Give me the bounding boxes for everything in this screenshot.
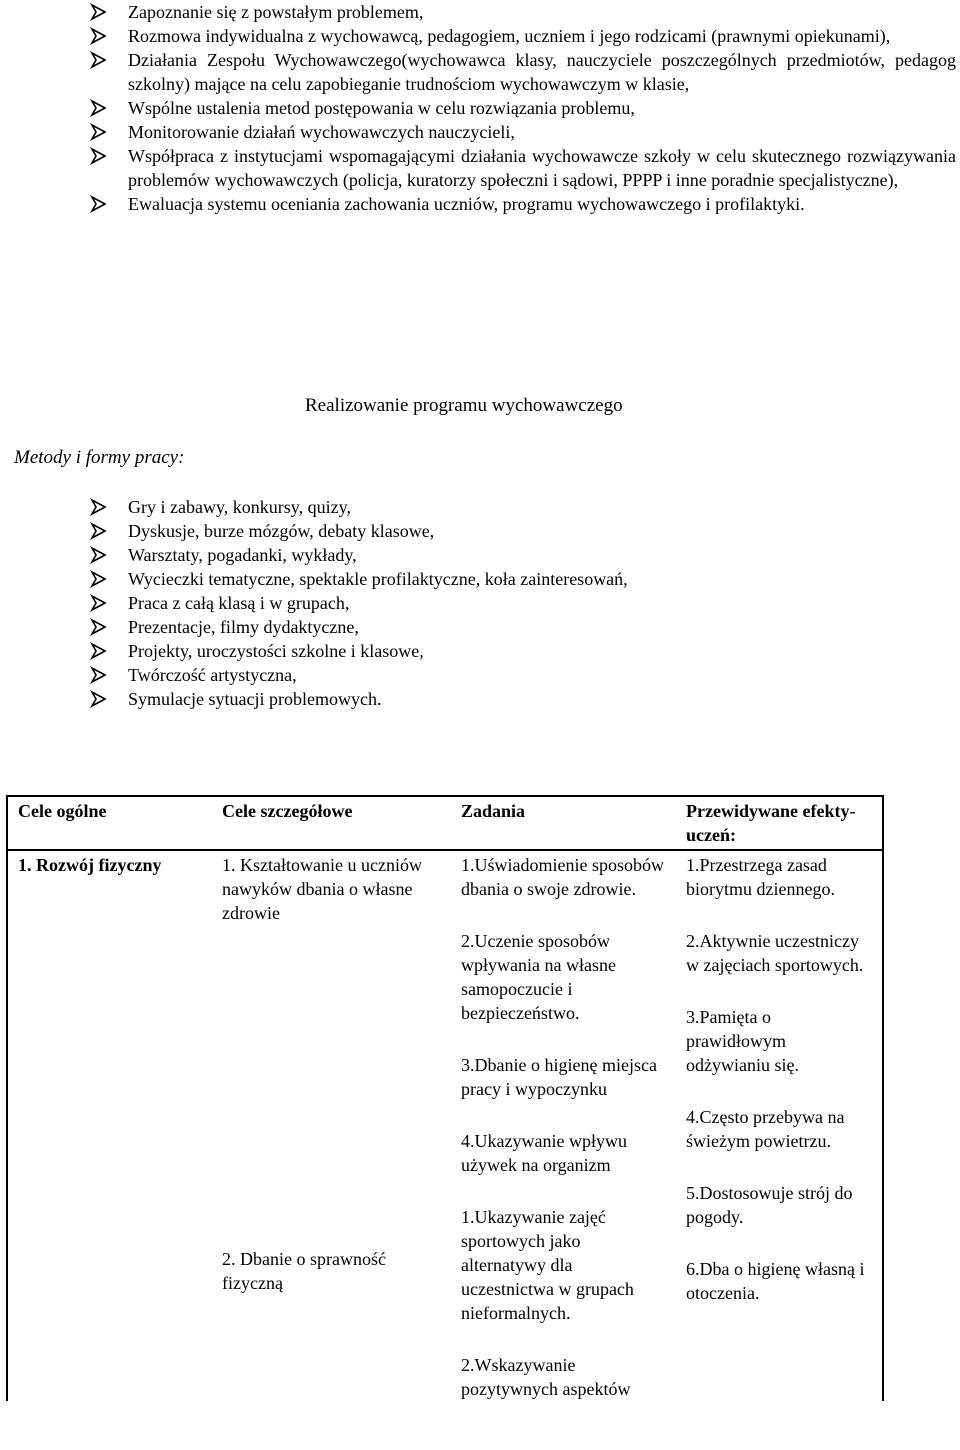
task-item: 2.Uczenie sposobów wpływania na własne samopoczucie i bezpieczeństwo.: [461, 931, 616, 1023]
arrow-bullet-icon: [90, 123, 108, 141]
list-item: Praca z całą klasą i w grupach,: [90, 591, 790, 615]
header-specific-goals: Cele szczegółowe: [212, 796, 451, 850]
list-item: Współpraca z instytucjami wspomagającymi działania wychowawcze szkoły w celu skutecznego rozwiązywania problemów wychowawczych (policja, kuratorzy społeczni i sądowi, PPPP i inne poradnie specjalistyczne),: [90, 144, 956, 192]
list-item: Działania Zespołu Wychowawczego(wychowawca klasy, nauczyciele poszczególnych przedmiotów, pedagog szkolny) mające na celu zapobieganie trudnościom wychowawczym w klasie,: [90, 48, 956, 96]
methods-list: [90, 495, 790, 711]
specific-goals-cell: [212, 850, 451, 1401]
list-item: Prezentacje, filmy dydaktyczne,: [90, 615, 790, 639]
arrow-bullet-icon: [90, 666, 108, 684]
list-item: Rozmowa indywidualna z wychowawcą, pedagogiem, uczniem i jego rodzicami (prawnymi opiekunami),: [90, 24, 956, 48]
arrow-bullet-icon: [90, 51, 108, 69]
arrow-bullet-icon: [90, 570, 108, 588]
list-item: Zapoznanie się z powstałym problemem,: [90, 0, 956, 24]
effect-item: 5.Dostosowuje strój do pogody.: [686, 1183, 853, 1227]
effects-cell: [676, 850, 883, 1401]
arrow-bullet-icon: [90, 27, 108, 45]
goals-table: [6, 795, 884, 1401]
methods-label: Metody i formy pracy:: [14, 447, 185, 468]
arrow-bullet-icon: [90, 147, 108, 165]
arrow-bullet-icon: [90, 522, 108, 540]
specific-goal: 1. Kształtowanie u uczniów nawyków dbania o własne zdrowie: [222, 855, 422, 923]
list-item: Symulacje sytuacji problemowych.: [90, 687, 790, 711]
task-item: 2.Wskazywanie pozytywnych aspektów: [461, 1355, 631, 1399]
general-goal-cell: 1. Rozwój fizyczny: [7, 850, 212, 1401]
arrow-bullet-icon: [90, 642, 108, 660]
arrow-bullet-icon: [90, 690, 108, 708]
table-row: [7, 850, 883, 1401]
header-general-goals: Cele ogólne: [7, 796, 212, 850]
list-item: Twórczość artystyczna,: [90, 663, 790, 687]
list-item: Monitorowanie działań wychowawczych nauczycieli,: [90, 120, 956, 144]
task-item: 1.Ukazywanie zajęć sportowych jako alternatywy dla uczestnictwa w grupach nieformalnych.: [461, 1207, 634, 1323]
list-item: Wspólne ustalenia metod postępowania w celu rozwiązania problemu,: [90, 96, 956, 120]
arrow-bullet-icon: [90, 594, 108, 612]
task-item: 4.Ukazywanie wpływu używek na organizm: [461, 1131, 627, 1175]
header-tasks: Zadania: [451, 796, 676, 850]
task-item: 3.Dbanie o higienę miejsca pracy i wypoczynku: [461, 1055, 657, 1099]
effect-item: 6.Dba o higienę własną i otoczenia.: [686, 1259, 865, 1303]
task-item: 1.Uświadomienie sposobów dbania o swoje zdrowie.: [461, 855, 664, 899]
arrow-bullet-icon: [90, 3, 108, 21]
list-item: Wycieczki tematyczne, spektakle profilaktyczne, koła zainteresowań,: [90, 567, 790, 591]
header-expected-effects: Przewidywane efekty- uczeń:: [676, 796, 883, 850]
table-header-row: [7, 796, 883, 850]
effect-item: 4.Często przebywa na świeżym powietrzu.: [686, 1107, 845, 1151]
list-item: Projekty, uroczystości szkolne i klasowe,: [90, 639, 790, 663]
specific-goal: 2. Dbanie o sprawność fizyczną: [222, 1249, 386, 1293]
arrow-bullet-icon: [90, 99, 108, 117]
list-item: Dyskusje, burze mózgów, debaty klasowe,: [90, 519, 790, 543]
arrow-bullet-icon: [90, 546, 108, 564]
list-item: Gry i zabawy, konkursy, quizy,: [90, 495, 790, 519]
section-title: Realizowanie programu wychowawczego: [305, 395, 623, 416]
effect-item: 2.Aktywnie uczestniczy w zajęciach sportowych.: [686, 931, 864, 975]
arrow-bullet-icon: [90, 498, 108, 516]
effect-item: 3.Pamięta o prawidłowym odżywianiu się.: [686, 1007, 799, 1075]
arrow-bullet-icon: [90, 195, 108, 213]
list-item: Ewaluacja systemu oceniania zachowania uczniów, programu wychowawczego i profilaktyki.: [90, 192, 956, 216]
list-item: Warsztaty, pogadanki, wykłady,: [90, 543, 790, 567]
effect-item: 1.Przestrzega zasad biorytmu dziennego.: [686, 855, 835, 899]
arrow-bullet-icon: [90, 618, 108, 636]
problem-steps-list: [90, 0, 956, 216]
tasks-cell: [451, 850, 676, 1401]
